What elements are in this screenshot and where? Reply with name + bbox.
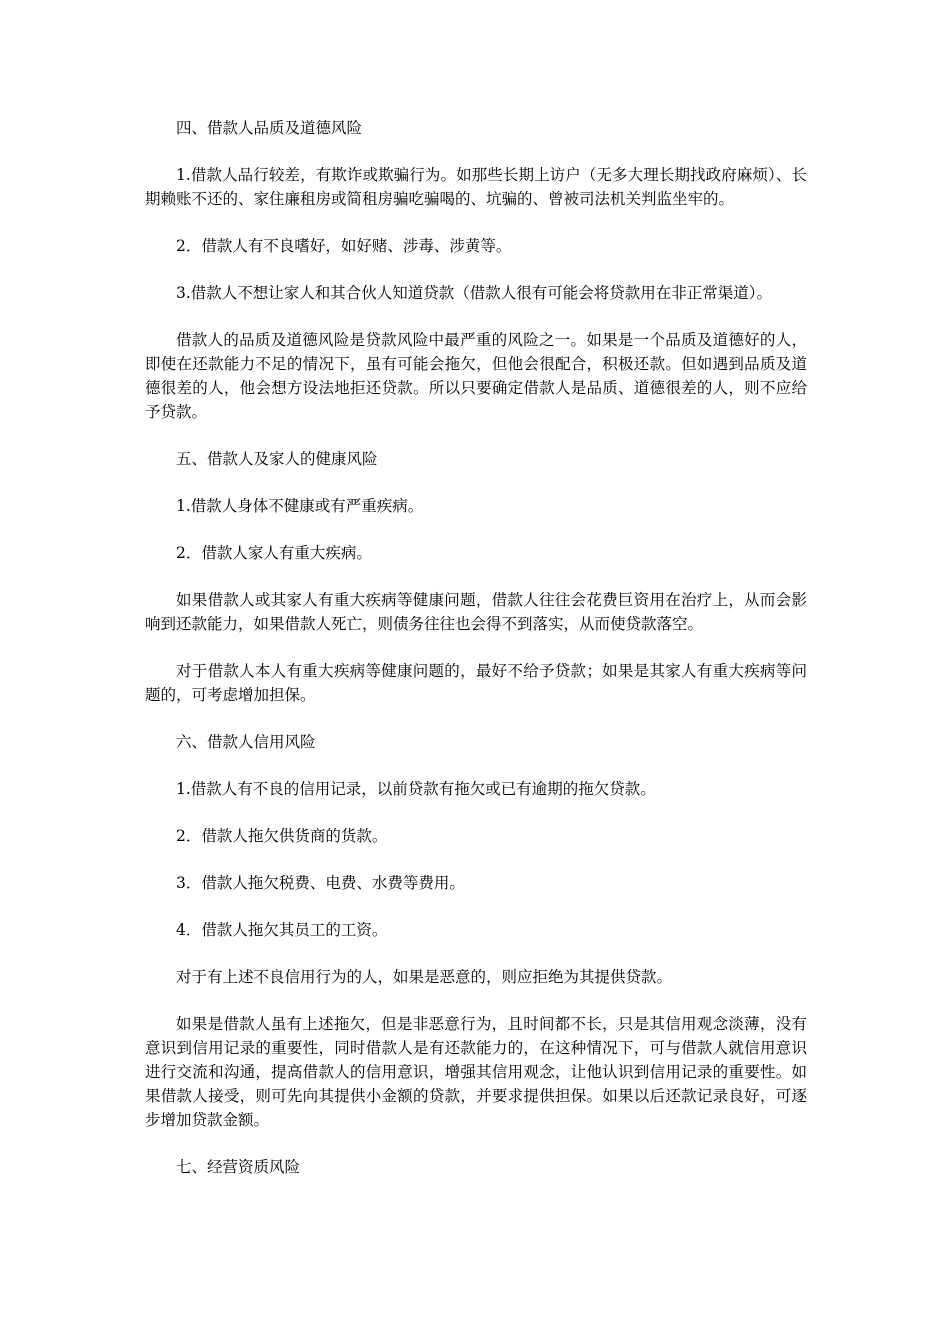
list-item: 2．借款人家人有重大疾病。 [176, 544, 372, 562]
list-item: 1.借款人有不良的信用记录，以前贷款有拖欠或已有逾期的拖欠贷款。 [176, 780, 656, 798]
section-heading: 七、经营资质风险 [176, 1158, 301, 1176]
list-item: 3．借款人拖欠税费、电费、水费等费用。 [176, 874, 465, 892]
section-heading: 六、借款人信用风险 [176, 733, 316, 751]
list-item: 2．借款人拖欠供货商的货款。 [176, 827, 388, 845]
section-heading: 四、借款人品质及道德风险 [176, 119, 363, 137]
body-paragraph: 如果是借款人虽有上述拖欠，但是非恶意行为，且时间都不长，只是其信用观念淡薄，没有意识到信用记录的重要性，同时借款人是有还款能力的，在这种情况下，可与借款人就信用意识进行交流和沟通，提高借款人的信用意识，增强其信用观念，让他认识到信用记录的重要性。如果借款人接受，则可先向其提供小金额的贷款，并要求提供担保。如果以后还款记录良好，可逐步增加贷款金额。 [145, 1015, 807, 1129]
body-paragraph: 如果借款人或其家人有重大疾病等健康问题，借款人往往会花费巨资用在治疗上，从而会影响到还款能力，如果借款人死亡，则债务往往也会得不到落实，从而使贷款落空。 [145, 591, 807, 633]
section-heading: 五、借款人及家人的健康风险 [176, 450, 378, 468]
list-item: 2．借款人有不良嗜好，如好赌、涉毒、涉黄等。 [176, 237, 512, 255]
list-item: 3.借款人不想让家人和其合伙人知道贷款（借款人很有可能会将贷款用在非正常渠道）。 [176, 284, 773, 302]
list-item: 4．借款人拖欠其员工的工资。 [176, 921, 388, 939]
list-item: 1.借款人身体不健康或有严重疾病。 [176, 497, 424, 515]
document-body [145, 116, 807, 1202]
body-paragraph: 对于有上述不良信用行为的人，如果是恶意的，则应拒绝为其提供贷款。 [176, 968, 673, 986]
body-paragraph: 借款人的品质及道德风险是贷款风险中最严重的风险之一。如果是一个品质及道德好的人，即使在还款能力不足的情况下，虽有可能会拖欠，但他会很配合，积极还款。但如遇到品质及道德很差的人，他会想方设法地拒还贷款。所以只要确定借款人是品质、道德很差的人，则不应给予贷款。 [145, 331, 807, 421]
list-item: 1.借款人品行较差，有欺诈或欺骗行为。如那些长期上访户（无多大理长期找政府麻烦）、长期赖账不还的、家住廉租房或简租房骗吃骗喝的、坑骗的、曾被司法机关判监坐牢的。 [145, 166, 807, 208]
body-paragraph: 对于借款人本人有重大疾病等健康问题的，最好不给予贷款；如果是其家人有重大疾病等问题的，可考虑增加担保。 [145, 662, 807, 704]
